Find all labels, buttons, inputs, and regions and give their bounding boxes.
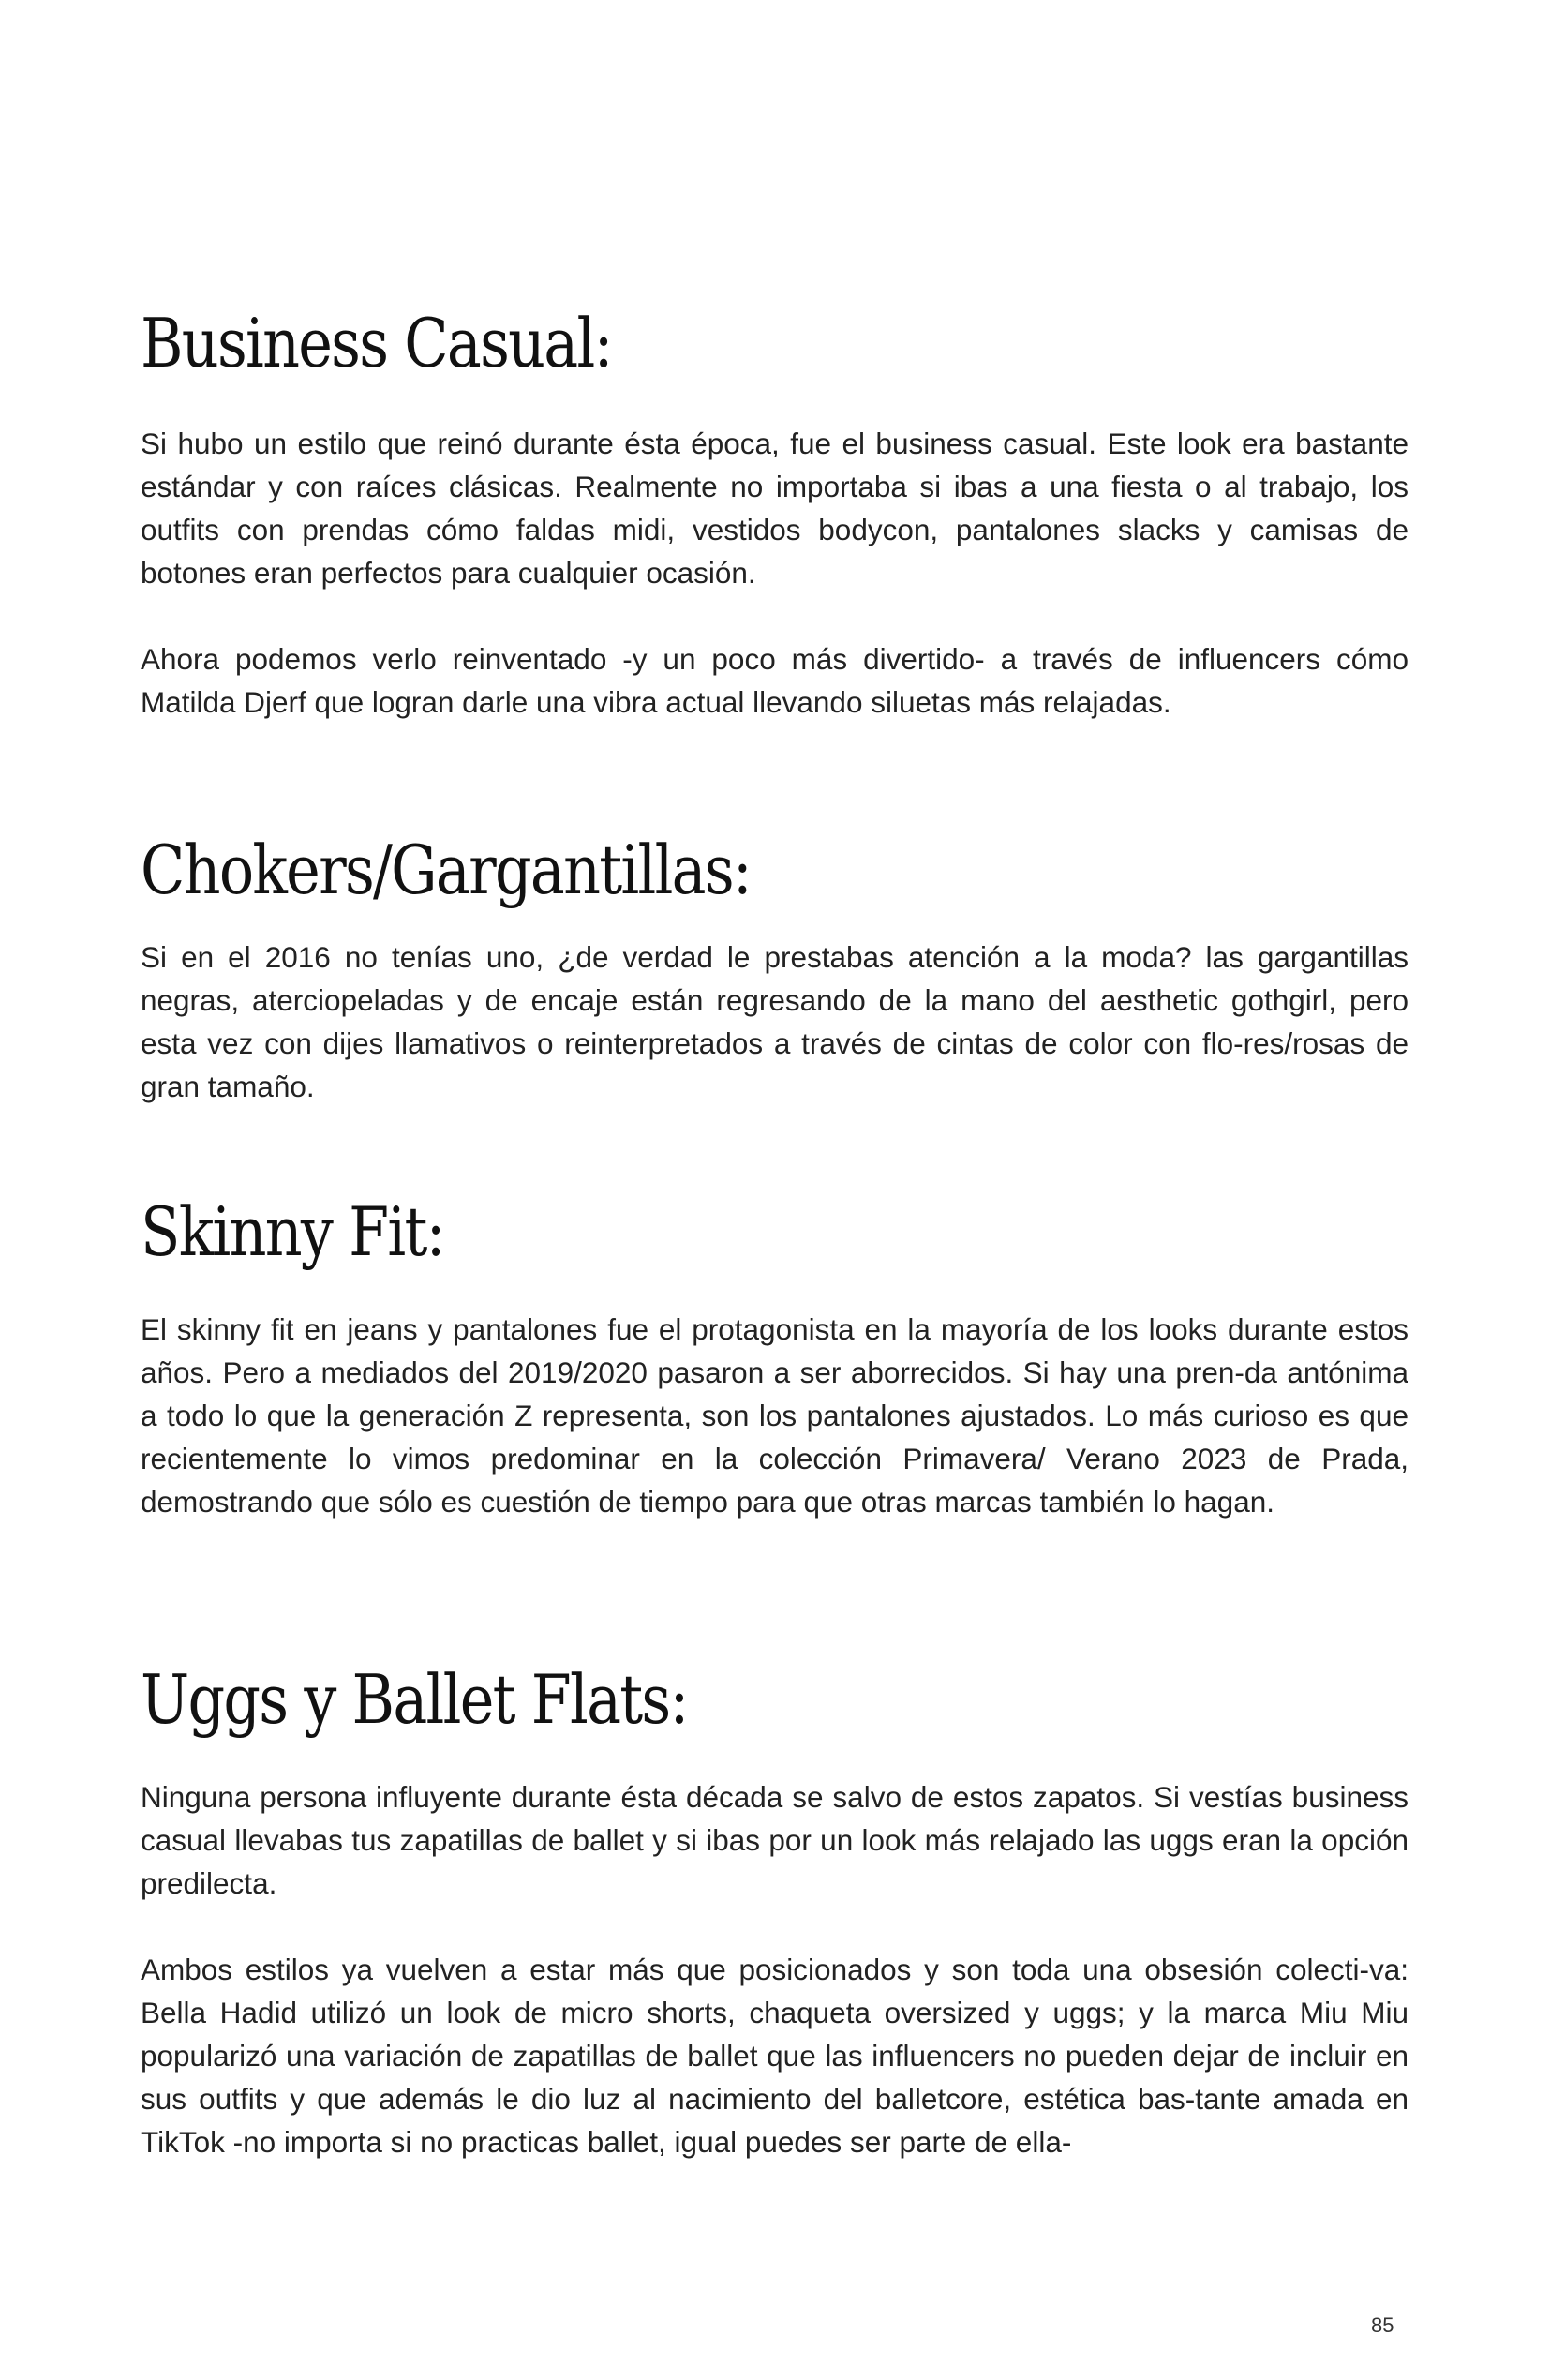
section-chokers	[141, 831, 1408, 909]
paragraph: El skinny fit en jeans y pantalones fue el protagonista en la mayoría de los looks durante estos años. Pero a mediados del 2019/2020 pasaron a ser aborrecidos. Si hay una pren-da antónima a todo lo que la generación Z representa, son los pantalones ajustados. Lo más curioso es que recientemente lo vimos predominar en la colección Primavera/ Verano 2023 de Prada, demostrando que sólo es cuestión de tiempo para que otras marcas también lo hagan.	[141, 1312, 1408, 1519]
section-heading: Skinny Fit:	[141, 1192, 444, 1271]
section-heading: Uggs y Ballet Flats:	[141, 1660, 688, 1739]
document-page	[141, 0, 1408, 2380]
paragraph: Si hubo un estilo que reinó durante ésta época, fue el business casual. Este look era bastante estándar y con raíces clásicas. Realmente no importaba si ibas a una fiesta o al trabajo, los outfits con prendas cómo faldas midi, vestidos bodycon, pantalones slacks y camisas de botones eran perfectos para cualquier ocasión.	[141, 427, 1408, 590]
section-skinny-fit	[141, 1192, 1408, 1271]
section-uggs-ballet-flats	[141, 1660, 1408, 1739]
paragraph: Si en el 2016 no tenías uno, ¿de verdad le prestabas atención a la moda? las gargantillas negras, aterciopeladas y de encaje están regresando de la mano del aesthetic gothgirl, pero esta vez con dijes llamativos o reinterpretados a través de cintas de color con flo-res/rosas de gran tamaño.	[141, 940, 1408, 1103]
section-business-casual-body-2	[141, 637, 1408, 724]
section-uggs-body	[141, 1775, 1408, 1905]
section-heading: Business Casual:	[141, 304, 612, 382]
section-skinny-fit-body	[141, 1308, 1408, 1523]
section-business-casual-body	[141, 422, 1408, 594]
paragraph: Ahora podemos verlo reinventado -y un poco más divertido- a través de influencers cómo Matilda Djerf que logran darle una vibra actual llevando siluetas más relajadas.	[141, 642, 1408, 719]
section-uggs-body-2	[141, 1948, 1408, 2163]
section-business-casual	[141, 304, 1408, 382]
section-chokers-body	[141, 936, 1408, 1108]
paragraph: Ninguna persona influyente durante ésta década se salvo de estos zapatos. Si vestías business casual llevabas tus zapatillas de ballet y si ibas por un look más relajado las uggs eran la opción predilecta.	[141, 1780, 1408, 1900]
section-heading: Chokers/Gargantillas:	[141, 831, 752, 909]
page-number: 85	[1371, 2313, 1394, 2337]
paragraph: Ambos estilos ya vuelven a estar más que posicionados y son toda una obsesión colecti-va: Bella Hadid utilizó un look de micro shorts, chaqueta oversized y uggs; y la marca Miu Miu popularizó una variación de zapatillas de ballet que las influencers no pueden dejar de incluir en sus outfits y que además le dio luz al nacimiento del balletcore, estética bas-tante amada en TikTok -no importa si no practicas ballet, igual puedes ser parte de ella-	[141, 1953, 1408, 2159]
